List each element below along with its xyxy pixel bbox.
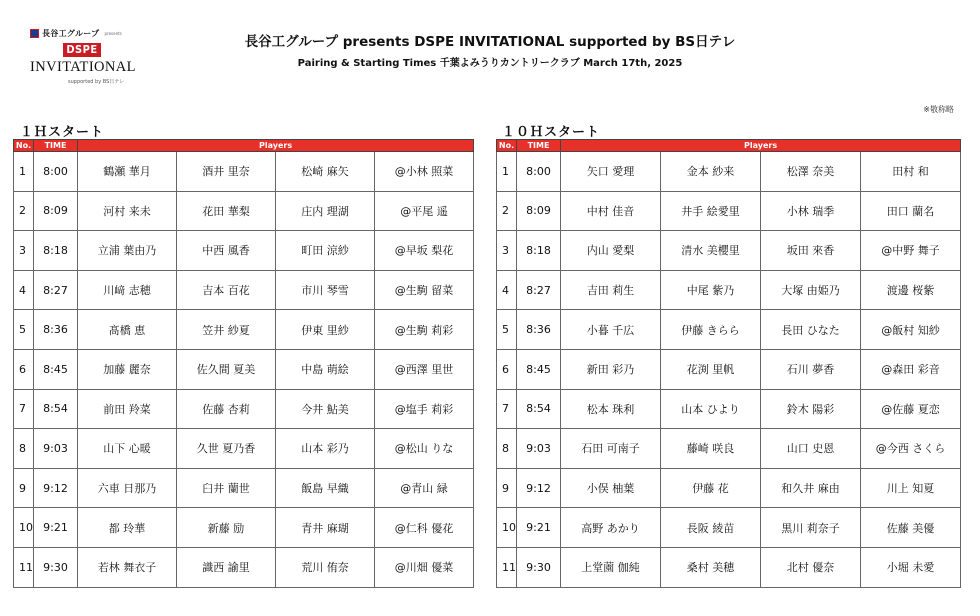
- pairing-table-10h: [496, 139, 961, 588]
- player-name: 金本 紗来: [661, 152, 761, 192]
- player-name: 六車 日那乃: [78, 468, 177, 508]
- table-row: [497, 152, 961, 192]
- column-header-no: No.: [497, 140, 517, 152]
- player-name: @今西 さくら: [861, 429, 961, 469]
- column-header-players: Players: [78, 140, 474, 152]
- start-time: 8:54: [517, 389, 561, 429]
- table-row: [14, 508, 474, 548]
- player-name: 小俣 柚葉: [561, 468, 661, 508]
- player-name: 吉本 百花: [177, 270, 276, 310]
- player-name: 松本 珠利: [561, 389, 661, 429]
- page-subtitle: Pairing & Starting Times 千葉よみうりカントリークラブ March 17th, 2025: [297, 58, 683, 69]
- column-header-no: No.: [14, 140, 34, 152]
- player-name: 河村 来未: [78, 191, 177, 231]
- start-time: 8:45: [517, 349, 561, 389]
- start-time: 8:00: [517, 152, 561, 192]
- table-row: [14, 429, 474, 469]
- table-row: [14, 547, 474, 587]
- logo-invitational: INVITATIONAL: [30, 59, 136, 75]
- table-row: [14, 270, 474, 310]
- player-name: 田口 蘭名: [861, 191, 961, 231]
- group-number: 5: [497, 310, 517, 350]
- player-name: @小林 照菜: [375, 152, 474, 192]
- column-header-time: TIME: [34, 140, 78, 152]
- player-name: 前田 羚菜: [78, 389, 177, 429]
- player-name: @川畑 優菜: [375, 547, 474, 587]
- player-name: 矢口 愛理: [561, 152, 661, 192]
- start-time: 8:09: [517, 191, 561, 231]
- player-name: 加藤 麗奈: [78, 349, 177, 389]
- group-number: 1: [14, 152, 34, 192]
- table-row: [497, 310, 961, 350]
- start-time: 9:30: [517, 547, 561, 587]
- player-name: 都 玲華: [78, 508, 177, 548]
- player-name: 酒井 里奈: [177, 152, 276, 192]
- player-name: @森田 彩音: [861, 349, 961, 389]
- table-row: [14, 389, 474, 429]
- logo-supported: supported by BS日テレ: [68, 79, 125, 85]
- player-name: 山下 心暖: [78, 429, 177, 469]
- player-name: 中西 風香: [177, 231, 276, 271]
- player-name: 内山 愛梨: [561, 231, 661, 271]
- player-name: 坂田 來香: [761, 231, 861, 271]
- group-number: 2: [14, 191, 34, 231]
- player-name: @中野 舞子: [861, 231, 961, 271]
- player-name: 石田 可南子: [561, 429, 661, 469]
- player-name: 識西 諭里: [177, 547, 276, 587]
- player-name: @早坂 梨花: [375, 231, 474, 271]
- table-row: [14, 191, 474, 231]
- start-time: 9:30: [34, 547, 78, 587]
- player-name: 藤崎 咲良: [661, 429, 761, 469]
- player-name: 若林 舞衣子: [78, 547, 177, 587]
- honorifics-note: ※敬称略: [923, 105, 954, 114]
- start-time: 8:45: [34, 349, 78, 389]
- player-name: 和久井 麻由: [761, 468, 861, 508]
- column-header-players: Players: [561, 140, 961, 152]
- player-name: 今井 鮎美: [276, 389, 375, 429]
- player-name: 大塚 由姫乃: [761, 270, 861, 310]
- player-name: 渡邊 桜紫: [861, 270, 961, 310]
- player-name: 川上 知夏: [861, 468, 961, 508]
- column-header-time: TIME: [517, 140, 561, 152]
- player-name: 吉田 莉生: [561, 270, 661, 310]
- table-row: [497, 270, 961, 310]
- player-name: @青山 緑: [375, 468, 474, 508]
- player-name: 山本 彩乃: [276, 429, 375, 469]
- table-row: [14, 468, 474, 508]
- player-name: 中尾 紫乃: [661, 270, 761, 310]
- player-name: 佐藤 美優: [861, 508, 961, 548]
- table-row: [14, 310, 474, 350]
- player-name: 松崎 麻矢: [276, 152, 375, 192]
- start-time: 8:00: [34, 152, 78, 192]
- player-name: 花田 華梨: [177, 191, 276, 231]
- player-name: 久世 夏乃香: [177, 429, 276, 469]
- start-time: 9:21: [517, 508, 561, 548]
- table-row: [497, 349, 961, 389]
- player-name: 小暮 千広: [561, 310, 661, 350]
- player-name: @松山 りな: [375, 429, 474, 469]
- player-name: 井手 絵愛里: [661, 191, 761, 231]
- player-name: 新藤 励: [177, 508, 276, 548]
- player-name: 青井 麻瑚: [276, 508, 375, 548]
- player-name: 伊藤 きらら: [661, 310, 761, 350]
- player-name: @仁科 優花: [375, 508, 474, 548]
- start-time: 8:27: [34, 270, 78, 310]
- group-number: 7: [497, 389, 517, 429]
- group-number: 10: [497, 508, 517, 548]
- player-name: @生駒 莉彩: [375, 310, 474, 350]
- start-time: 9:21: [34, 508, 78, 548]
- group-number: 6: [497, 349, 517, 389]
- player-name: 田村 和: [861, 152, 961, 192]
- player-name: 笠井 紗夏: [177, 310, 276, 350]
- player-name: 上堂薗 伽純: [561, 547, 661, 587]
- group-number: 11: [497, 547, 517, 587]
- table-row: [497, 468, 961, 508]
- player-name: 長田 ひなた: [761, 310, 861, 350]
- player-name: 臼井 蘭世: [177, 468, 276, 508]
- group-number: 3: [497, 231, 517, 271]
- start-time: 8:36: [34, 310, 78, 350]
- start-time: 9:03: [517, 429, 561, 469]
- player-name: 山口 史恩: [761, 429, 861, 469]
- player-name: 中島 萌絵: [276, 349, 375, 389]
- logo-dspe: DSPE: [63, 43, 101, 57]
- player-name: 伊藤 花: [661, 468, 761, 508]
- player-name: @西澤 里世: [375, 349, 474, 389]
- group-number: 10: [14, 508, 34, 548]
- page-title: 長谷工グループ presents DSPE INVITATIONAL supported by BS日テレ: [244, 34, 736, 50]
- section-title-1h: １Ｈスタート: [20, 125, 105, 140]
- group-number: 5: [14, 310, 34, 350]
- table-row: [14, 349, 474, 389]
- player-name: 桑村 美穂: [661, 547, 761, 587]
- player-name: 佐久間 夏美: [177, 349, 276, 389]
- logo-brand: 長谷工グループ: [42, 29, 100, 38]
- player-name: @平尾 遥: [375, 191, 474, 231]
- player-name: 小林 瑞季: [761, 191, 861, 231]
- player-name: @佐藤 夏恋: [861, 389, 961, 429]
- player-name: 黒川 莉奈子: [761, 508, 861, 548]
- player-name: 松澤 奈美: [761, 152, 861, 192]
- table-row: [14, 231, 474, 271]
- player-name: 高野 あかり: [561, 508, 661, 548]
- table-row: [14, 152, 474, 192]
- start-time: 9:12: [517, 468, 561, 508]
- start-time: 8:36: [517, 310, 561, 350]
- logo-presents: presents: [104, 31, 122, 36]
- start-time: 8:27: [517, 270, 561, 310]
- group-number: 9: [497, 468, 517, 508]
- player-name: 小堀 未愛: [861, 547, 961, 587]
- player-name: 町田 涼紗: [276, 231, 375, 271]
- player-name: 髙橋 恵: [78, 310, 177, 350]
- player-name: 中村 佳音: [561, 191, 661, 231]
- player-name: 清水 美櫻里: [661, 231, 761, 271]
- player-name: 山本 ひより: [661, 389, 761, 429]
- player-name: @生駒 留菜: [375, 270, 474, 310]
- player-name: 石川 夢香: [761, 349, 861, 389]
- group-number: 4: [497, 270, 517, 310]
- player-name: 北村 優奈: [761, 547, 861, 587]
- player-name: 花渕 里帆: [661, 349, 761, 389]
- group-number: 4: [14, 270, 34, 310]
- table-row: [497, 508, 961, 548]
- player-name: 川﨑 志穂: [78, 270, 177, 310]
- start-time: 9:12: [34, 468, 78, 508]
- group-number: 2: [497, 191, 517, 231]
- player-name: 長阪 綾苗: [661, 508, 761, 548]
- table-row: [497, 389, 961, 429]
- group-number: 8: [497, 429, 517, 469]
- player-name: 庄内 理湖: [276, 191, 375, 231]
- table-row: [497, 191, 961, 231]
- group-number: 9: [14, 468, 34, 508]
- player-name: @塩手 莉彩: [375, 389, 474, 429]
- group-number: 7: [14, 389, 34, 429]
- player-name: 市川 琴雪: [276, 270, 375, 310]
- group-number: 6: [14, 349, 34, 389]
- player-name: 荒川 侑奈: [276, 547, 375, 587]
- player-name: 鈴木 陽彩: [761, 389, 861, 429]
- player-name: @飯村 知紗: [861, 310, 961, 350]
- start-time: 8:18: [34, 231, 78, 271]
- pairing-table-1h: [13, 139, 474, 588]
- player-name: 立浦 葉由乃: [78, 231, 177, 271]
- table-row: [497, 429, 961, 469]
- start-time: 8:54: [34, 389, 78, 429]
- start-time: 8:18: [517, 231, 561, 271]
- group-number: 8: [14, 429, 34, 469]
- start-time: 8:09: [34, 191, 78, 231]
- player-name: 伊東 里紗: [276, 310, 375, 350]
- start-time: 9:03: [34, 429, 78, 469]
- section-title-10h: １０Ｈスタート: [502, 125, 601, 140]
- player-name: 佐藤 杏莉: [177, 389, 276, 429]
- group-number: 3: [14, 231, 34, 271]
- group-number: 1: [497, 152, 517, 192]
- table-row: [497, 547, 961, 587]
- player-name: 新田 彩乃: [561, 349, 661, 389]
- player-name: 飯島 早織: [276, 468, 375, 508]
- table-row: [497, 231, 961, 271]
- group-number: 11: [14, 547, 34, 587]
- player-name: 鶴瀬 華月: [78, 152, 177, 192]
